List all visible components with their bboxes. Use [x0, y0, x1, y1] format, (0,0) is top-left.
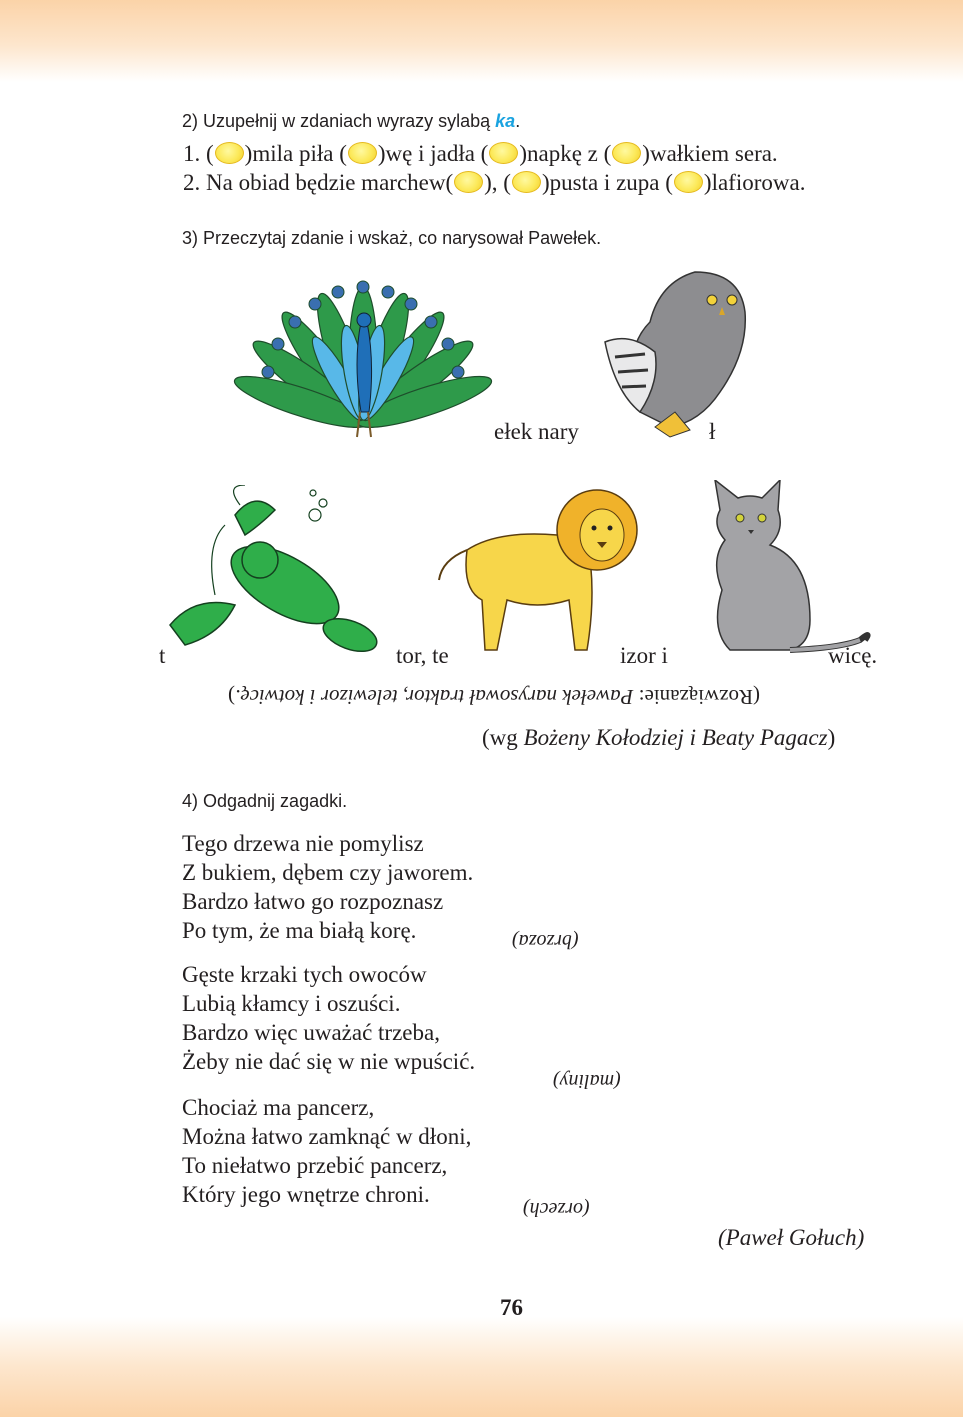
credit-authors: Bożeny Kołodziej i Beaty Pagacz: [523, 725, 828, 750]
task2-line1: [183, 141, 778, 167]
rebus-row2-part: wicę.: [828, 643, 878, 668]
credit-suffix: ): [827, 725, 836, 750]
riddle-line: Tego drzewa nie pomylisz: [182, 831, 424, 856]
solution-prefix: (Rozwiązanie:: [633, 685, 760, 709]
riddle-line: Chociaż ma pancerz,: [182, 1095, 375, 1120]
riddle-line: Bardzo łatwo go rozpoznasz: [182, 889, 444, 914]
rebus-solution: [172, 684, 816, 709]
yellow-oval-blank-icon[interactable]: [674, 171, 703, 193]
line2-part: 2. Na obiad będzie marchew(: [183, 170, 454, 195]
yellow-oval-blank-icon[interactable]: [489, 142, 518, 164]
yellow-oval-blank-icon[interactable]: [512, 171, 541, 193]
solution-text: Pawełek narysował traktor, telewizor i kotwicę.: [235, 685, 634, 709]
line1-part: 1. (: [183, 141, 214, 166]
crayfish-icon: [165, 485, 395, 660]
task2-number: 2): [182, 111, 199, 131]
page-number: 76: [500, 1295, 523, 1320]
line1-part: )wałkiem sera.: [642, 141, 778, 166]
peacock-icon: [233, 262, 493, 442]
owl-icon: [600, 262, 750, 442]
riddle-line: Z bukiem, dębem czy jaworem.: [182, 860, 474, 885]
task2-line2: [183, 170, 805, 196]
yellow-oval-blank-icon[interactable]: [612, 142, 641, 164]
rebus-row2-part: t: [159, 643, 166, 668]
rebus-row1-text: ełek nary: [494, 419, 579, 444]
riddle-line: Można łatwo zamknąć w dłoni,: [182, 1124, 472, 1149]
task2-instruction-text: Uzupełnij w zdaniach wyrazy sylabą: [203, 111, 496, 131]
task4-instruction: 4) Odgadnij zagadki.: [182, 791, 348, 811]
line2-part: )lafiorowa.: [703, 170, 806, 195]
riddle-line: Lubią kłamcy i oszuści.: [182, 991, 401, 1016]
riddle-1: [182, 829, 473, 945]
line1-part: )napkę z (: [519, 141, 612, 166]
task2-syllable: ka: [495, 111, 516, 131]
riddle-author: (Paweł Gołuch): [718, 1225, 865, 1250]
solution-suffix: ): [228, 685, 236, 709]
lion-icon: [437, 480, 642, 660]
riddle-line: Żeby nie dać się w nie wpuścić.: [182, 1049, 476, 1074]
cat-icon: [700, 480, 875, 665]
credit-prefix: (wg: [482, 725, 524, 750]
riddle-line: To niełatwo przebić pancerz,: [182, 1153, 448, 1178]
riddle-answer-2: (maliny): [553, 1070, 621, 1092]
riddle-line: Bardzo więc uważać trzeba,: [182, 1020, 440, 1045]
yellow-oval-blank-icon[interactable]: [454, 171, 483, 193]
yellow-oval-blank-icon[interactable]: [215, 142, 244, 164]
riddle-answer-1: (brzoza): [512, 930, 579, 952]
bottom-page-band: [0, 1317, 963, 1417]
line1-part: )wę i jadła (: [377, 141, 489, 166]
line2-part: ), (: [484, 170, 511, 195]
rebus-row2-part: tor, te: [396, 643, 449, 668]
rebus-row1-end: ł: [709, 419, 716, 444]
riddle-line: Gęste krzaki tych owoców: [182, 962, 427, 987]
rebus-row2-part: izor i: [620, 643, 668, 668]
top-page-band: [0, 0, 963, 82]
riddle-line: Po tym, że ma białą korę.: [182, 918, 417, 943]
line1-part: )mila piła (: [244, 141, 347, 166]
task2-instruction-end: .: [515, 111, 521, 131]
riddle-2: [182, 960, 475, 1076]
riddle-3: [182, 1093, 471, 1209]
task3-instruction: 3) Przeczytaj zdanie i wskaż, co narysował Pawełek.: [182, 228, 602, 248]
riddle-answer-3: (orzech): [523, 1198, 590, 1220]
line2-part: )pusta i zupa (: [541, 170, 673, 195]
task2-instruction: [182, 111, 520, 132]
riddle-line: Który jego wnętrze chroni.: [182, 1182, 430, 1207]
task3-credit: [482, 725, 835, 751]
yellow-oval-blank-icon[interactable]: [348, 142, 377, 164]
